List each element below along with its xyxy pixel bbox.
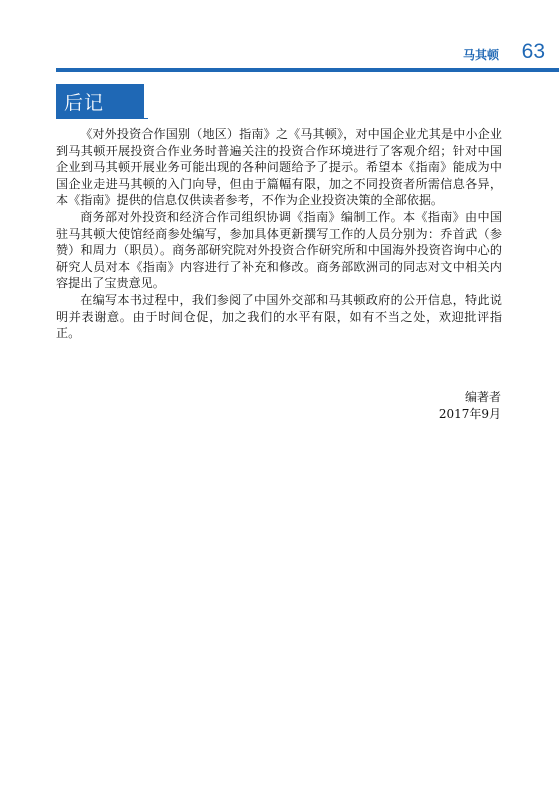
signature-date: 2017年9月 (438, 406, 501, 421)
running-title: 马其顿 (462, 48, 499, 62)
page-number: 63 (521, 40, 545, 63)
section-title-underline (56, 118, 148, 119)
signature-block (439, 389, 501, 423)
paragraph: 在编写本书过程中，我们参阅了中国外交部和马其顿政府的公开信息，特此说明并表谢意。由于时间仓促，加之我们的水平有限，如有不当之处，欢迎批评指正。 (56, 292, 502, 341)
section-title-box (56, 84, 144, 118)
body-text (56, 126, 502, 342)
header-rule (56, 68, 559, 72)
section-title: 后记 (64, 92, 105, 114)
paragraph: 《对外投资合作国别（地区）指南》之《马其顿》，对中国企业尤其是中小企业到马其顿开展投资合作业务时普遍关注的投资合作环境进行了客观介绍；针对中国企业到马其顿开展业务可能出现的各种问题给予了提示。希望本《指南》能成为中国企业走进马其顿的入门向导，但由于篇幅有限，加之不同投资者所需信息各异，本《指南》提供的信息仅供读者参考，不作为企业投资决策的全部依据。 (56, 127, 502, 208)
paragraph: 商务部对外投资和经济合作司组织协调《指南》编制工作。本《指南》由中国驻马其顿大使馆经商参处编写，参加具体更新撰写工作的人员分别为：乔首武（参赞）和周力（职员）。商务部研究院对外投资合作研究所和中国海外投资咨询中心的研究人员对本《指南》内容进行了补充和修改。商务部欧洲司的同志对文中相关内容提出了宝贵意见。 (56, 209, 502, 291)
signature-author: 编著者 (464, 390, 501, 404)
